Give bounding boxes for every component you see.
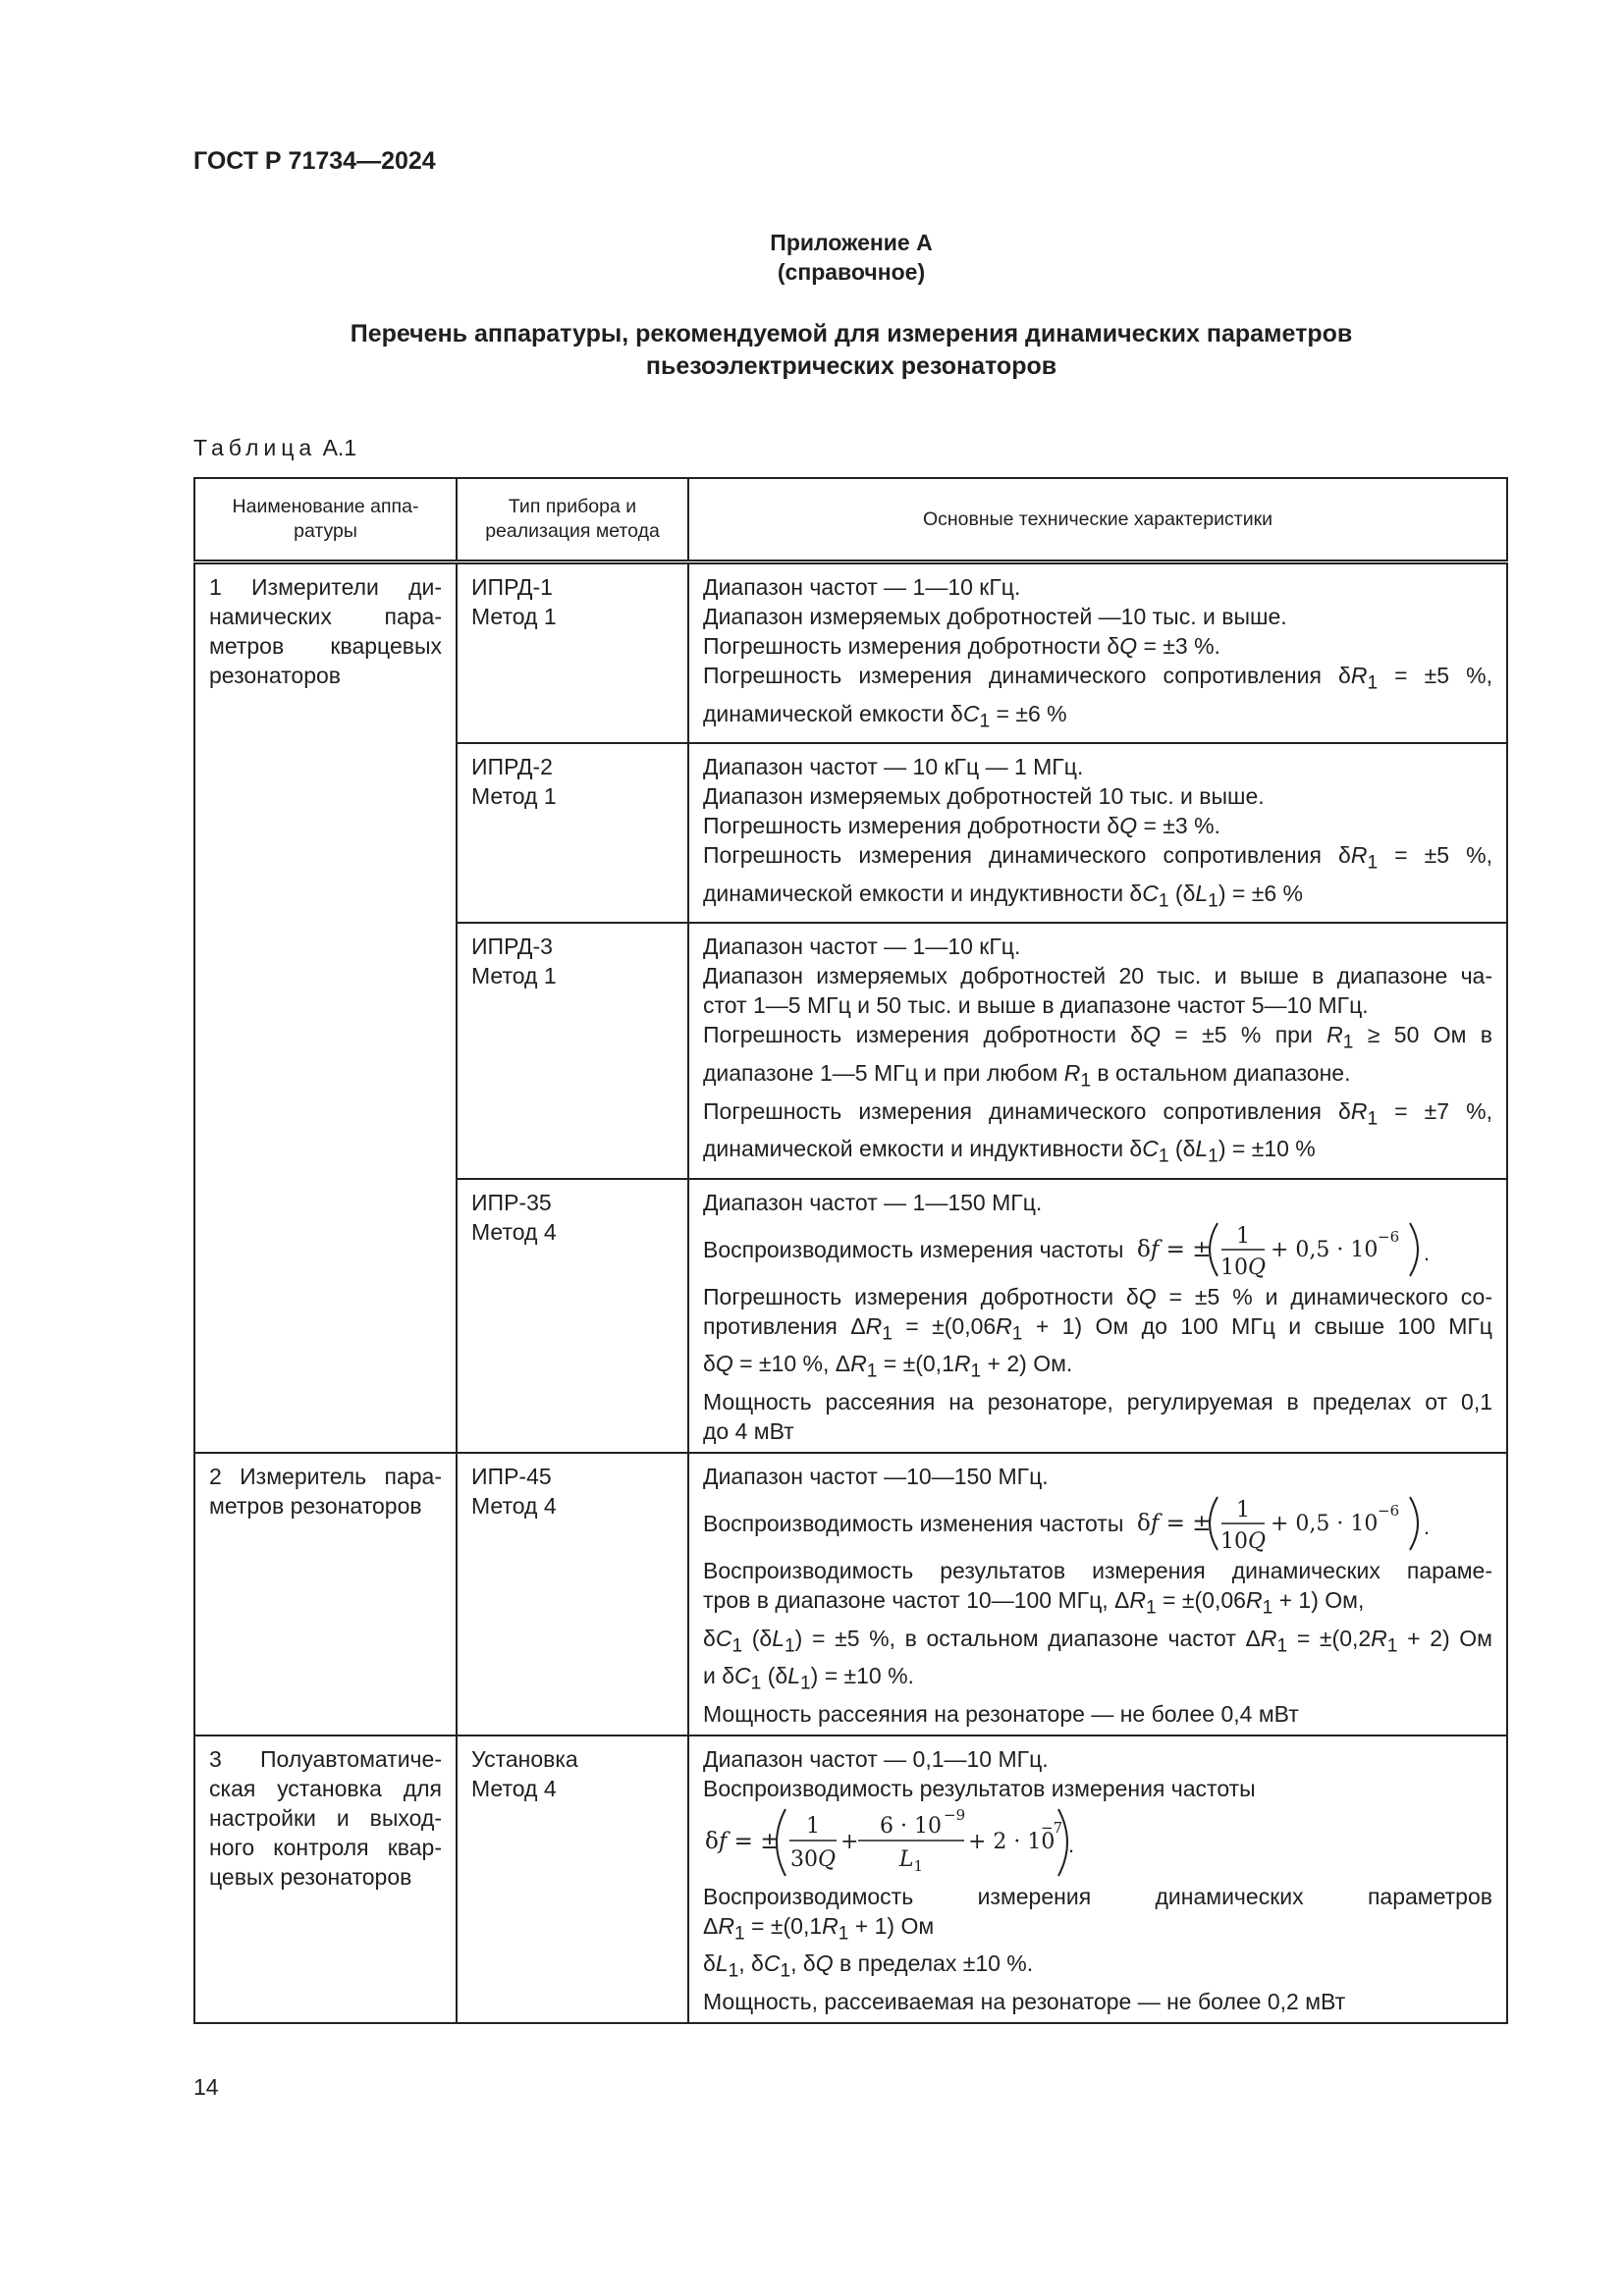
svg-text:.: .: [1424, 1240, 1431, 1265]
equipment-name-cell: [194, 1735, 457, 2023]
equipment-name-cell: [194, 1453, 457, 1735]
frequency-formula: [703, 1491, 1492, 1556]
header-equipment-name-l2: ратуры: [294, 520, 357, 542]
formula-frequency-reproducibility: [1137, 1217, 1432, 1282]
frequency-formula: [703, 1217, 1492, 1282]
equipment-table: [193, 477, 1508, 2024]
char-line: диапазоне 1—5 МГц и при любом $R_1$ в остальном диапазоне.: [703, 1059, 1351, 1092]
name-line: ного контроля квар-: [209, 1834, 442, 1860]
char-line: δQ = ±10 %, $\Delta R_1 = \pm(0,1R_1 + 2)$ Ом.: [703, 1351, 1073, 1382]
name-line: намических пара-: [209, 604, 442, 629]
formula-lhs: δf = ±: [1137, 1236, 1213, 1262]
char-line: Воспроизводимость измерения динамических параметров: [703, 1883, 1492, 1909]
name-line: метров кварцевых: [209, 633, 442, 659]
device-type-cell: [457, 923, 688, 1178]
char-line: Диапазон частот — 1—10 кГц.: [703, 574, 1021, 600]
header-device-type: [457, 478, 688, 562]
formula-lhs: δf = ±: [705, 1828, 780, 1854]
char-line: тров в диапазоне частот 10—100 МГц, $\Delta R_1 = \pm(0,06R_1 + 1)$ Ом,: [703, 1586, 1365, 1619]
page-number: 14: [193, 2074, 219, 2100]
characteristics-cell: [688, 1453, 1507, 1735]
char-line: Мощность рассеяния на резонаторе — не более 0,4 мВт: [703, 1700, 1299, 1727]
device-type-line: Установка: [471, 1745, 578, 1772]
header-equipment-name-l1: Наименование аппа-: [232, 496, 419, 517]
appendix-subtitle: (справочное): [777, 259, 926, 285]
document-code: ГОСТ Р 71734—2024: [193, 147, 436, 175]
char-line: стот 1—5 МГц и 50 тыс. и выше в диапазоне частот 5—10 МГц.: [703, 992, 1369, 1019]
equipment-name-cell: [194, 562, 457, 1453]
char-line: до 4 мВт: [703, 1417, 794, 1444]
char-line: динамической емкости и индуктивности $\delta C_1$ $(\delta L_1) = \pm 10$ %: [703, 1136, 1316, 1167]
char-line: Диапазон частот — 1—10 кГц.: [703, 934, 1021, 960]
characteristics-cell: [688, 743, 1507, 923]
device-type-line: Метод 1: [471, 604, 557, 629]
characteristics-cell: [688, 923, 1507, 1178]
char-line: Воспроизводимость результатов измерения динамических параме-: [703, 1557, 1492, 1583]
char-line: Погрешность измерения добротности δQ = ±5 % и динамического со-: [703, 1283, 1492, 1309]
char-line: и $\delta C_1$ $(\delta L_1) = \pm 10$ %.: [703, 1663, 914, 1694]
table-caption-word: Таблица: [193, 435, 317, 460]
formula-denominator: 10Q: [1220, 1528, 1267, 1554]
appendix-heading: [0, 228, 1624, 287]
device-type-cell: [457, 1735, 688, 2023]
document-title: [0, 318, 1624, 383]
char-line: Диапазон частот — 0,1—10 МГц.: [703, 1745, 1049, 1772]
formula-label: Воспроизводимость измерения частоты: [703, 1236, 1124, 1262]
formula-numerator: 1: [1236, 1223, 1251, 1249]
formula-frequency-reproducibility: [1137, 1491, 1432, 1556]
frequency-formula: [703, 1803, 1492, 1882]
char-line: Мощность, рассеиваемая на резонаторе — не более 0,2 мВт: [703, 1988, 1346, 2014]
device-type-line: ИПР-45: [471, 1463, 552, 1489]
formula-term2: + 0,5 · 10: [1271, 1237, 1379, 1262]
char-line: противления $\Delta R_1 = \pm(0,06R_1 + 1)$ Ом до 100 МГц и свыше 100 МГц: [703, 1312, 1492, 1345]
device-type-line: ИПРД-2: [471, 754, 553, 780]
svg-text:.: .: [1068, 1832, 1075, 1857]
svg-text:+: +: [840, 1829, 859, 1854]
table-row: [194, 562, 1507, 744]
formula-denominator-1: 30Q: [789, 1846, 837, 1872]
name-line: ская установка для: [209, 1775, 442, 1801]
device-type-cell: [457, 562, 688, 744]
char-line: Мощность рассеяния на резонаторе, регулируемая в пределах от 0,1: [703, 1388, 1492, 1415]
device-type-cell: [457, 743, 688, 923]
formula-term2: + 0,5 · 10: [1271, 1511, 1379, 1536]
char-line: динамической емкости $\delta C_1 = \pm 6$ %: [703, 700, 1067, 732]
formula-exponent: −6: [1378, 1501, 1400, 1520]
formula-installation-frequency: [703, 1803, 1076, 1882]
formula-denominator: 10Q: [1220, 1255, 1267, 1280]
svg-text:.: .: [1424, 1514, 1431, 1539]
char-line: $\Delta R_1 = \pm(0,1R_1 + 1)$ Ом: [703, 1912, 935, 1945]
device-type-line: Метод 1: [471, 783, 557, 810]
char-line: Погрешность измерения добротности δQ = ±3 %.: [703, 813, 1220, 839]
char-line: Погрешность измерения динамического сопротивления $\delta R_1 = \pm 5$ %,: [703, 663, 1493, 694]
formula-numerator-1: 1: [806, 1813, 820, 1839]
formula-term3-exp: −7: [1041, 1818, 1063, 1837]
header-characteristics: Основные технические характеристики: [688, 478, 1507, 562]
char-line: Диапазон частот — 10 кГц — 1 МГц.: [703, 754, 1084, 780]
formula-denominator-2: $L_1$: [898, 1846, 924, 1875]
char-line: $\delta L_1$, $\delta C_1$, δQ в пределах ±10 %.: [703, 1950, 1034, 1982]
name-line: 3 Полуавтоматиче-: [209, 1745, 442, 1772]
table-caption: [193, 435, 356, 461]
formula-numerator: 1: [1236, 1497, 1251, 1522]
formula-numerator-2-exp: −9: [944, 1805, 966, 1824]
appendix-title: Приложение А: [770, 230, 933, 255]
table-row: [194, 1453, 1507, 1735]
characteristics-cell: [688, 1179, 1507, 1453]
device-type-line: ИПР-35: [471, 1189, 552, 1215]
char-line: $\delta C_1$ $(\delta L_1) = \pm 5$ %, в остальном диапазоне частот $\Delta R_1 = \pm(0,2R_1 + 2)$ Ом: [703, 1625, 1492, 1657]
document-title-line-1: Перечень аппаратуры, рекомендуемой для измерения динамических параметров: [350, 320, 1353, 347]
characteristics-cell: [688, 1735, 1507, 2023]
formula-exponent: −6: [1378, 1227, 1400, 1246]
document-title-line-2: пьезоэлектрических резонаторов: [645, 352, 1057, 380]
device-type-line: ИПРД-1: [471, 574, 553, 600]
name-line: настройки и выход-: [209, 1804, 442, 1831]
char-line: динамической емкости и индуктивности $\delta C_1$ $(\delta L_1) = \pm 6$ %: [703, 880, 1303, 912]
device-type-line: Метод 1: [471, 963, 557, 989]
formula-term3: + 2 · 10: [968, 1829, 1056, 1854]
char-line: Диапазон измеряемых добротностей 10 тыс. и выше.: [703, 783, 1265, 810]
formula-lhs: δf = ±: [1137, 1510, 1212, 1536]
char-line: Погрешность измерения динамического сопротивления $\delta R_1 = \pm 7$ %,: [703, 1097, 1493, 1130]
table-row: [194, 1735, 1507, 2023]
char-line: Диапазон измеряемых добротностей 20 тыс. и выше в диапазоне ча-: [703, 963, 1492, 989]
header-device-type-l2: реализация метода: [485, 520, 660, 542]
char-line: Воспроизводимость результатов измерения частоты: [703, 1775, 1256, 1801]
header-device-type-l1: Тип прибора и: [508, 496, 637, 517]
name-line: резонаторов: [209, 663, 342, 688]
name-line: метров резонаторов: [209, 1492, 422, 1519]
header-equipment-name: [194, 478, 457, 562]
device-type-line: Метод 4: [471, 1218, 557, 1245]
device-type-cell: [457, 1453, 688, 1735]
char-line: Погрешность измерения динамического сопротивления $\delta R_1 = \pm 5$ %,: [703, 842, 1493, 874]
name-line: 2 Измеритель пара-: [209, 1463, 442, 1489]
name-line: цевых резонаторов: [209, 1863, 412, 1890]
table-caption-number: А.1: [322, 435, 357, 460]
formula-label: Воспроизводимость изменения частоты: [703, 1510, 1124, 1536]
formula-numerator-2: 6 · 10: [880, 1813, 942, 1839]
device-type-line: Метод 4: [471, 1492, 557, 1519]
device-type-line: ИПРД-3: [471, 934, 553, 960]
char-line: Погрешность измерения добротности δQ = ±3 %.: [703, 633, 1220, 659]
char-line: Диапазон частот — 1—150 МГц.: [703, 1189, 1043, 1215]
char-line: Погрешность измерения добротности δQ = ±5 % при $R_1 \ge 50$ Ом в: [703, 1022, 1493, 1053]
device-type-cell: [457, 1179, 688, 1453]
char-line: Диапазон измеряемых добротностей —10 тыс. и выше.: [703, 604, 1287, 629]
characteristics-cell: [688, 562, 1507, 744]
table-header-row: [194, 478, 1507, 562]
device-type-line: Метод 4: [471, 1775, 557, 1801]
name-line: 1 Измерители ди-: [209, 574, 442, 600]
char-line: Диапазон частот —10—150 МГц.: [703, 1463, 1049, 1489]
